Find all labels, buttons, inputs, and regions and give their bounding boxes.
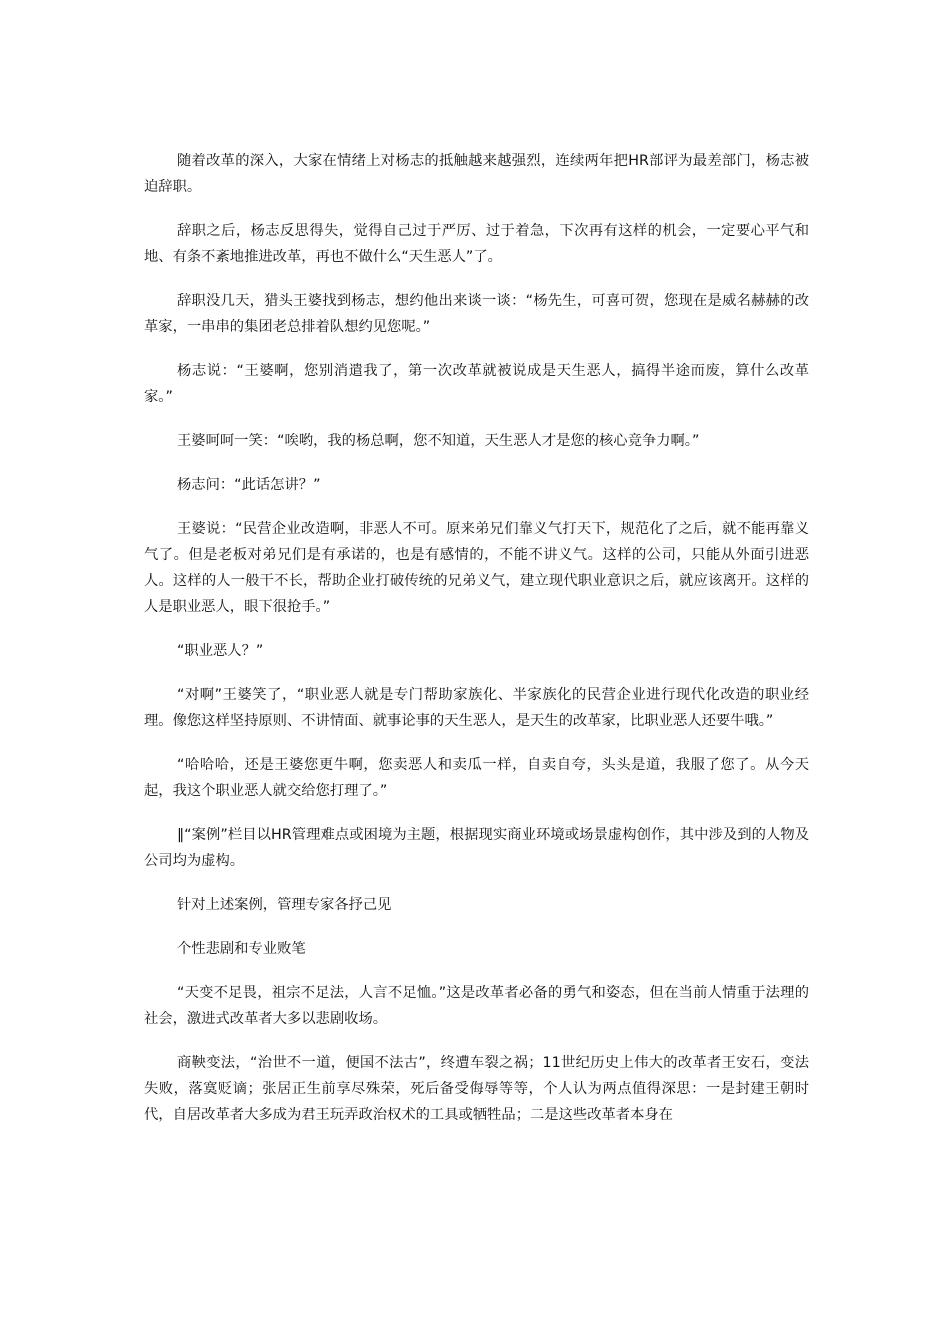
paragraph: 杨志问：“此话怎讲？” bbox=[177, 477, 321, 493]
column-note: ‖“案例”栏目以HR管理难点或困境为主题，根据现实商业环境或场景虚构创作，其中涉及到的人物及公司均为虚构。 bbox=[144, 827, 809, 869]
paragraph: “对啊”王婆笑了，“职业恶人就是专门帮助家族化、半家族化的民营企业进行现代化改造的职业经理。像您这样坚持原则、不讲情面、就事论事的天生恶人，是天生的改革家，比职业恶人还要牛哦。” bbox=[144, 687, 809, 729]
section-intro: 针对上述案例，管理专家各抒己见 bbox=[177, 897, 392, 913]
paragraph: 商鞅变法，“治世不一道，便国不法古”，终遭车裂之祸；11世纪历史上伟大的改革者王安石，变法失败，落寞贬谪；张居正生前享尽殊荣，死后备受侮辱等等，个人认为两点值得深思：一是封建王朝时代，自居改革者大多成为君王玩弄政治权术的工具或牺牲品；二是这些改革者本身在 bbox=[144, 1055, 809, 1123]
paragraph: 杨志说：“王婆啊，您别消遣我了，第一次改革就被说成是天生恶人，搞得半途而废，算什么改革家。” bbox=[144, 363, 809, 405]
paragraph: 随着改革的深入，大家在情绪上对杨志的抵触越来越强烈，连续两年把HR部评为最差部门，杨志被迫辞职。 bbox=[144, 153, 809, 195]
paragraph: “天变不足畏，祖宗不足法，人言不足恤。”这是改革者必备的勇气和姿态，但在当前人情重于法理的社会，激进式改革者大多以悲剧收场。 bbox=[144, 985, 809, 1027]
paragraph: 王婆说：“民营企业改造啊，非恶人不可。原来弟兄们靠义气打天下，规范化了之后，就不能再靠义气了。但是老板对弟兄们是有承诺的，也是有感情的，不能不讲义气。这样的公司，只能从外面引进恶人。这样的人一般干不长，帮助企业打破传统的兄弟义气，建立现代职业意识之后，就应该离开。这样的人是职业恶人，眼下很抢手。” bbox=[144, 521, 809, 615]
paragraph: “职业恶人？” bbox=[177, 643, 264, 659]
paragraph: “哈哈哈，还是王婆您更牛啊，您卖恶人和卖瓜一样，自卖自夸，头头是道，我服了您了。从今天起，我这个职业恶人就交给您打理了。” bbox=[144, 757, 809, 799]
paragraph: 辞职没几天，猎头王婆找到杨志，想约他出来谈一谈：“杨先生，可喜可贺，您现在是威名赫赫的改革家，一串串的集团老总排着队想约见您呢。” bbox=[144, 293, 809, 335]
paragraph: 王婆呵呵一笑：“唉哟，我的杨总啊，您不知道，天生恶人才是您的核心竞争力啊。” bbox=[177, 433, 700, 449]
paragraph: 辞职之后，杨志反思得失，觉得自己过于严厉、过于着急，下次再有这样的机会，一定要心平气和地、有条不紊地推进改革，再也不做什么“天生恶人”了。 bbox=[144, 223, 809, 265]
section-heading: 个性悲剧和专业败笔 bbox=[177, 941, 306, 957]
document-body bbox=[144, 148, 809, 1146]
